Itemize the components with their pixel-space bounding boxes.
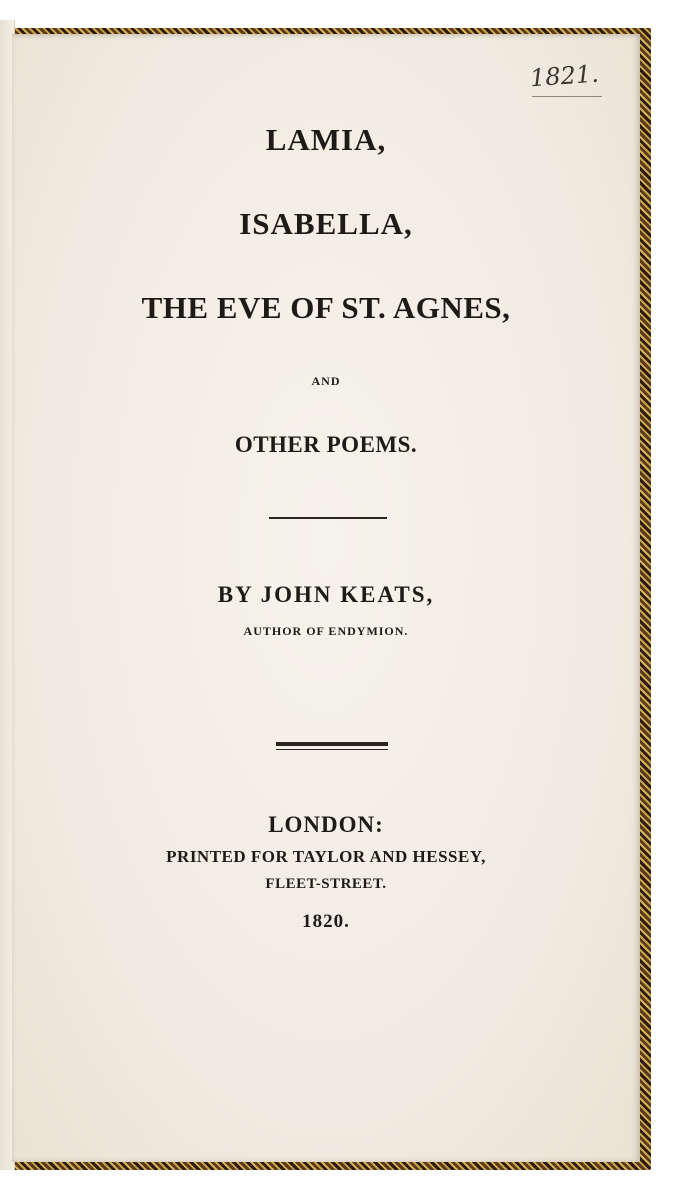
handwritten-annotation: 1821. [529,59,600,93]
author-line: BY JOHN KEATS, [217,582,435,607]
double-rule-thick [276,742,388,746]
annotation-underline [532,96,602,97]
double-rule-thin [276,749,388,750]
imprint-printer: PRINTED FOR TAYLOR AND HESSEY, [166,847,486,866]
title-page [12,34,640,1162]
title-eve-of-st-agnes: THE EVE OF ST. AGNES, [141,290,511,325]
title-and: AND [311,374,341,388]
title-isabella: ISABELLA, [239,206,413,241]
imprint-city: LONDON: [268,812,384,837]
title-other-poems: OTHER POEMS. [234,432,418,457]
author-note: AUTHOR OF ENDYMION. [243,624,409,638]
imprint-address: FLEET-STREET. [265,876,387,892]
title-lamia: LAMIA, [265,122,387,157]
divider-rule [269,517,387,519]
imprint-year: 1820. [302,911,350,932]
